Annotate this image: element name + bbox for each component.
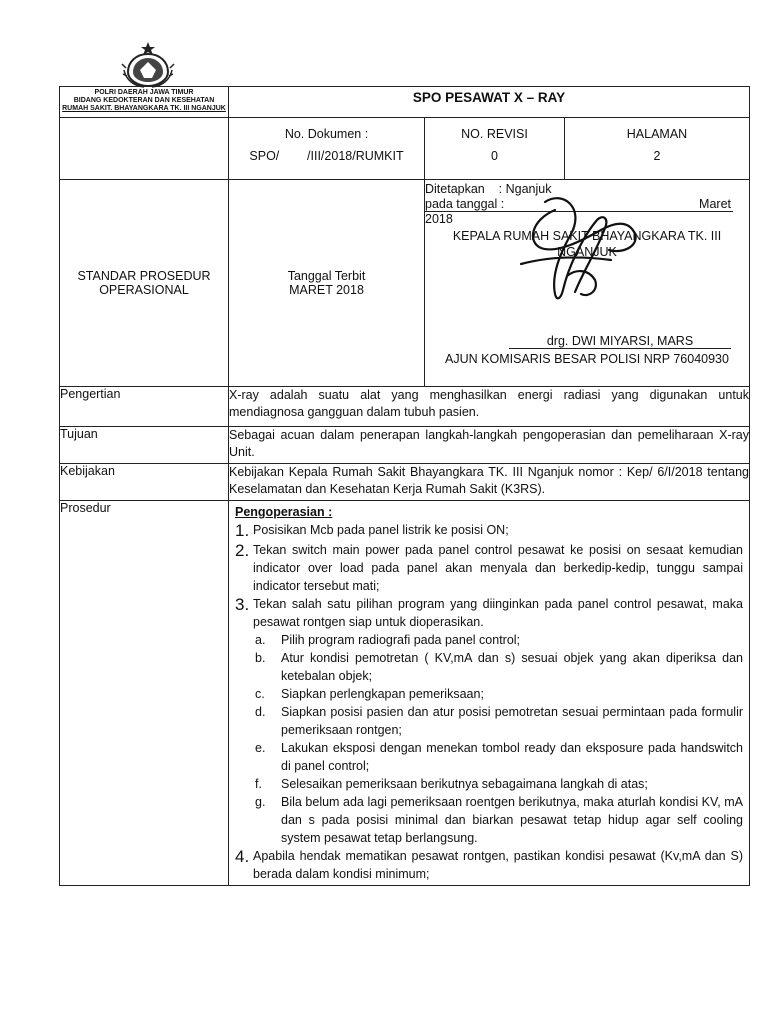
- procedure-substep: [235, 703, 743, 739]
- substep-letter: a.: [255, 633, 266, 647]
- stipulated-date-label: pada tanggal :: [425, 197, 505, 211]
- procedure-heading: Pengoperasian :: [235, 505, 333, 519]
- policy-label: Kebijakan: [60, 464, 229, 501]
- head-city: NGANJUK: [557, 245, 617, 259]
- procedure-cell: [229, 501, 750, 886]
- spo-label-line-2: OPERASIONAL: [99, 283, 189, 297]
- procedure-step: [235, 595, 743, 631]
- document-title: SPO PESAWAT X – RAY: [412, 90, 566, 105]
- revision-value: 0: [491, 149, 498, 163]
- approval-cell: [425, 180, 750, 387]
- police-emblem-logo: [118, 40, 178, 88]
- stipulated-month: Maret: [699, 197, 731, 211]
- title-cell: [229, 87, 750, 118]
- page-label: HALAMAN: [626, 127, 688, 141]
- institution-line-2: BIDANG KEDOKTERAN DAN KESEHATAN: [73, 97, 215, 104]
- substep-text: Bila belum ada lagi pemeriksaan roentgen berikutnya, maka aturlah kondisi KV, mA dan s pada posisi minimal dan biarkan pesawat tetap hidup agar self cooling system pesawat tetap berlangsung.: [281, 795, 744, 845]
- step-text: Posisikan Mcb pada panel listrik ke posisi ON;: [253, 523, 509, 537]
- substep-letter: b.: [255, 651, 266, 665]
- step-number: 1.: [235, 521, 250, 540]
- revision-cell: [425, 118, 565, 180]
- definition-text: X-ray adalah suatu alat yang menghasilkan energi radiasi yang digunakan untuk mendiagnosa gangguan dalam tubuh pasien.: [229, 387, 750, 427]
- substep-text: Siapkan perlengkapan pemeriksaan;: [281, 687, 484, 701]
- procedure-substep: [235, 631, 743, 649]
- substep-letter: g.: [255, 795, 266, 809]
- procedure-label: Prosedur: [60, 501, 229, 886]
- policy-text: Kebijakan Kepala Rumah Sakit Bhayangkara TK. III Nganjuk nomor : Kep/ 6/I/2018 tentang Keselamatan dan Kesehatan Kerja Rumah Sakit (K3RS).: [229, 464, 750, 501]
- stipulated-year: 2018: [425, 212, 453, 226]
- substep-letter: d.: [255, 705, 266, 719]
- spo-label-cell: [60, 180, 229, 387]
- purpose-text: Sebagai acuan dalam penerapan langkah-langkah pengoperasian dan pemeliharaan X-ray Unit.: [229, 427, 750, 464]
- institution-line-1: POLRI DAERAH JAWA TIMUR: [94, 89, 194, 96]
- procedure-substep: [235, 793, 743, 847]
- substep-text: Pilih program radiografi pada panel control;: [281, 633, 521, 647]
- substep-letter: c.: [255, 687, 265, 701]
- page-cell: [565, 118, 750, 180]
- doc-number-label: No. Dokumen :: [284, 127, 369, 141]
- substep-text: Siapkan posisi pasien dan atur posisi pemotretan sesuai permintaan pada formulir pemeriksaan rontgen;: [281, 705, 744, 737]
- doc-number-value: SPO/ /III/2018/RUMKIT: [249, 149, 404, 163]
- page-value: 2: [653, 149, 661, 163]
- purpose-label: Tujuan: [60, 427, 229, 464]
- procedure-substep: [235, 739, 743, 775]
- official-rank: AJUN KOMISARIS BESAR POLISI NRP 76040930: [445, 352, 729, 366]
- institution-line-3: RUMAH SAKIT. BHAYANGKARA TK. III NGANJUK: [62, 105, 226, 112]
- step-text: Tekan salah satu pilihan program yang diinginkan pada panel control pesawat, maka pesawat rontgen siap untuk dioperasikan.: [253, 597, 744, 629]
- issue-date-value: MARET 2018: [289, 283, 364, 297]
- procedure-step: [235, 847, 743, 883]
- issue-date-cell: [229, 180, 425, 387]
- substep-letter: f.: [255, 777, 262, 791]
- step-text: Apabila hendak mematikan pesawat rontgen, pastikan kondisi pesawat (Kv,mA dan S) berada dalam kondisi minimum;: [253, 849, 744, 881]
- step-number: 4.: [235, 847, 250, 866]
- institution-cell: [60, 87, 229, 118]
- procedure-substep: [235, 685, 743, 703]
- revision-label: NO. REVISI: [461, 127, 528, 141]
- stipulated-place: Ditetapkan : Nganjuk: [425, 182, 552, 196]
- procedure-step: [235, 541, 743, 595]
- step-text: Tekan switch main power pada panel control pesawat ke posisi on sesaat kemudian indicator over load pada panel akan menyala dan berkedip-kedip, tunggu sampai indicator tersebut mati;: [253, 543, 744, 593]
- step-number: 2.: [235, 541, 250, 560]
- head-title: KEPALA RUMAH SAKIT BHAYANGKARA TK. III: [452, 229, 722, 243]
- doc-number-cell: [229, 118, 425, 180]
- spo-table: [59, 86, 750, 886]
- procedure-substep: [235, 649, 743, 685]
- procedure-step: [235, 521, 743, 541]
- substep-text: Atur kondisi pemotretan ( KV,mA dan s) sesuai objek yang akan diperiksa dan ketebalan objek;: [281, 651, 744, 683]
- procedure-substep: [235, 775, 743, 793]
- handwritten-signature: [511, 194, 641, 306]
- substep-letter: e.: [255, 741, 266, 755]
- official-name: drg. DWI MIYARSI, MARS: [509, 334, 731, 349]
- substep-text: Selesaikan pemeriksaan berikutnya sebagaimana langkah di atas;: [281, 777, 648, 791]
- step-number: 3.: [235, 595, 250, 614]
- issue-date-label: Tanggal Terbit: [287, 269, 366, 283]
- substep-text: Lakukan eksposi dengan menekan tombol ready dan eksposure pada handswitch di panel control;: [281, 741, 744, 773]
- spo-label-line-1: STANDAR PROSEDUR: [77, 269, 211, 283]
- definition-label: Pengertian: [60, 387, 229, 427]
- empty-cell: [60, 118, 229, 180]
